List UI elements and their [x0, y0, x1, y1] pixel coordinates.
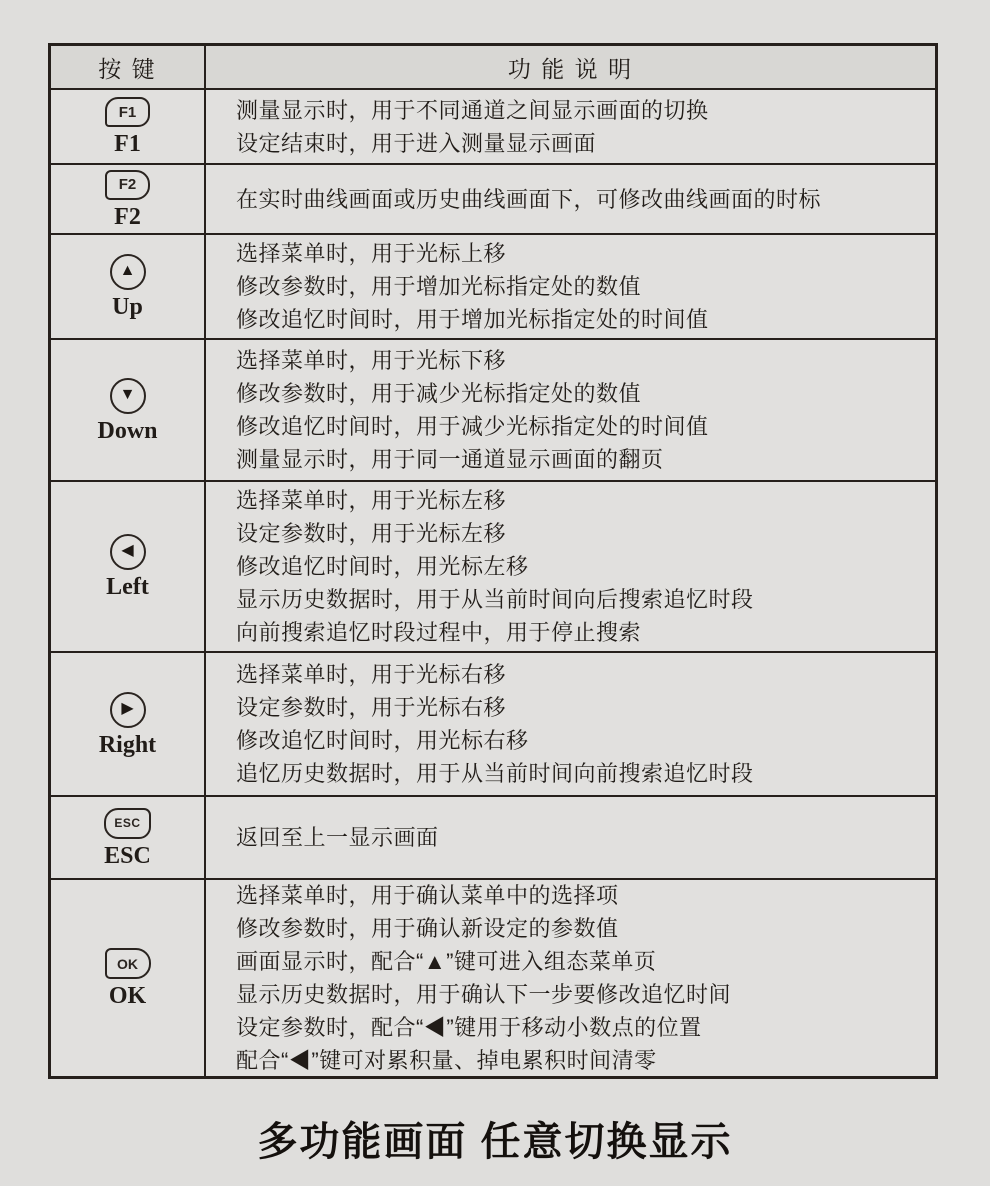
desc-cell-ok — [206, 880, 935, 1076]
header-function-column: 功 能 说 明 — [507, 55, 634, 82]
up-arrow-glyph: ▲ — [119, 262, 136, 279]
desc-line: 设定参数时，用于光标左移 — [236, 521, 507, 546]
desc-line: 选择菜单时，用于光标上移 — [236, 241, 507, 266]
key-cell-right — [51, 653, 206, 795]
ok-keycap-text: OK — [117, 955, 138, 972]
desc-line: 选择菜单时，用于光标右移 — [236, 662, 507, 687]
desc-line: 选择菜单时，用于光标下移 — [236, 348, 507, 373]
f1-keycap-icon — [105, 97, 150, 127]
desc-line: 显示历史数据时，用于从当前时间向后搜索追忆时段 — [236, 587, 754, 612]
desc-line: 画面显示时，配合“▲”键可进入组态菜单页 — [236, 949, 657, 974]
desc-line: 设定参数时，用于光标右移 — [236, 695, 507, 720]
key-label: Down — [97, 417, 158, 444]
desc-cell-esc — [206, 797, 935, 878]
up-arrow-icon — [110, 254, 146, 290]
table-row-esc — [51, 795, 935, 878]
desc-line: 选择菜单时，用于光标左移 — [236, 488, 507, 513]
desc-line: 修改参数时，用于增加光标指定处的数值 — [236, 274, 642, 299]
table-row-f2 — [51, 163, 935, 233]
f2-keycap-icon — [105, 170, 150, 200]
left-arrow-icon — [110, 534, 146, 570]
desc-line: 修改追忆时间时，用于减少光标指定处的时间值 — [236, 414, 709, 439]
table-row-up — [51, 233, 935, 338]
desc-line: 修改参数时，用于确认新设定的参数值 — [236, 916, 619, 941]
key-cell-up — [51, 235, 206, 338]
key-label: ESC — [104, 842, 151, 869]
table-row-left — [51, 480, 935, 651]
right-arrow-icon — [110, 692, 146, 728]
desc-line: 测量显示时，用于不同通道之间显示画面的切换 — [236, 97, 709, 123]
f1-keycap-text: F1 — [118, 103, 137, 121]
desc-line: 修改参数时，用于减少光标指定处的数值 — [236, 381, 642, 406]
key-cell-f2 — [51, 165, 206, 233]
desc-line: 测量显示时，用于同一通道显示画面的翻页 — [236, 447, 664, 472]
key-label: F1 — [114, 131, 141, 157]
table-row-right — [51, 651, 935, 795]
desc-line: 修改追忆时间时，用光标左移 — [236, 554, 529, 579]
key-cell-down — [51, 340, 206, 480]
desc-line: 显示历史数据时，用于确认下一步要修改追忆时间 — [236, 982, 732, 1007]
desc-cell-right — [206, 653, 935, 795]
key-label: Up — [112, 294, 143, 320]
left-arrow-glyph: ◀ — [121, 542, 134, 559]
esc-keycap-icon — [104, 808, 151, 839]
desc-cell-f2 — [206, 165, 935, 233]
desc-line: 返回至上一显示画面 — [236, 825, 439, 850]
ok-keycap-icon — [105, 948, 151, 979]
desc-line: 修改追忆时间时，用于增加光标指定处的时间值 — [236, 307, 709, 332]
desc-line: 设定参数时，配合“◀”键用于移动小数点的位置 — [236, 1015, 702, 1040]
key-label: Left — [106, 574, 149, 600]
desc-line: 设定结束时，用于进入测量显示画面 — [236, 130, 597, 156]
key-cell-esc — [51, 797, 206, 878]
esc-keycap-text: ESC — [114, 816, 141, 830]
table-header-row — [51, 46, 935, 88]
desc-cell-f1 — [206, 90, 935, 163]
desc-line: 在实时曲线画面或历史曲线画面下，可修改曲线画面的时标 — [236, 186, 822, 212]
desc-line: 配合“◀”键可对累积量、掉电累积时间清零 — [236, 1048, 657, 1073]
key-cell-left — [51, 482, 206, 651]
down-arrow-icon — [110, 378, 146, 414]
desc-cell-left — [206, 482, 935, 651]
desc-cell-up — [206, 235, 935, 338]
down-arrow-glyph: ▼ — [119, 385, 136, 403]
desc-line: 追忆历史数据时，用于从当前时间向前搜索追忆时段 — [236, 761, 754, 786]
key-label: F2 — [114, 203, 141, 230]
right-arrow-glyph: ▶ — [121, 699, 134, 717]
key-label: OK — [108, 983, 147, 1009]
desc-line: 向前搜索追忆时段过程中，用于停止搜索 — [236, 620, 642, 645]
f2-keycap-text: F2 — [118, 176, 137, 193]
key-cell-ok — [51, 880, 206, 1076]
key-function-table — [48, 43, 938, 1079]
table-row-f1 — [51, 88, 935, 163]
desc-line: 选择菜单时，用于确认菜单中的选择项 — [236, 883, 619, 908]
table-row-ok — [51, 878, 935, 1076]
desc-line: 修改追忆时间时，用光标右移 — [236, 728, 529, 753]
table-row-down — [51, 338, 935, 480]
key-cell-f1 — [51, 90, 206, 163]
page-caption: 多功能画面 任意切换显示 — [257, 1120, 733, 1164]
key-label: Right — [98, 731, 157, 758]
header-key-column: 按 键 — [51, 46, 206, 88]
desc-cell-down — [206, 340, 935, 480]
